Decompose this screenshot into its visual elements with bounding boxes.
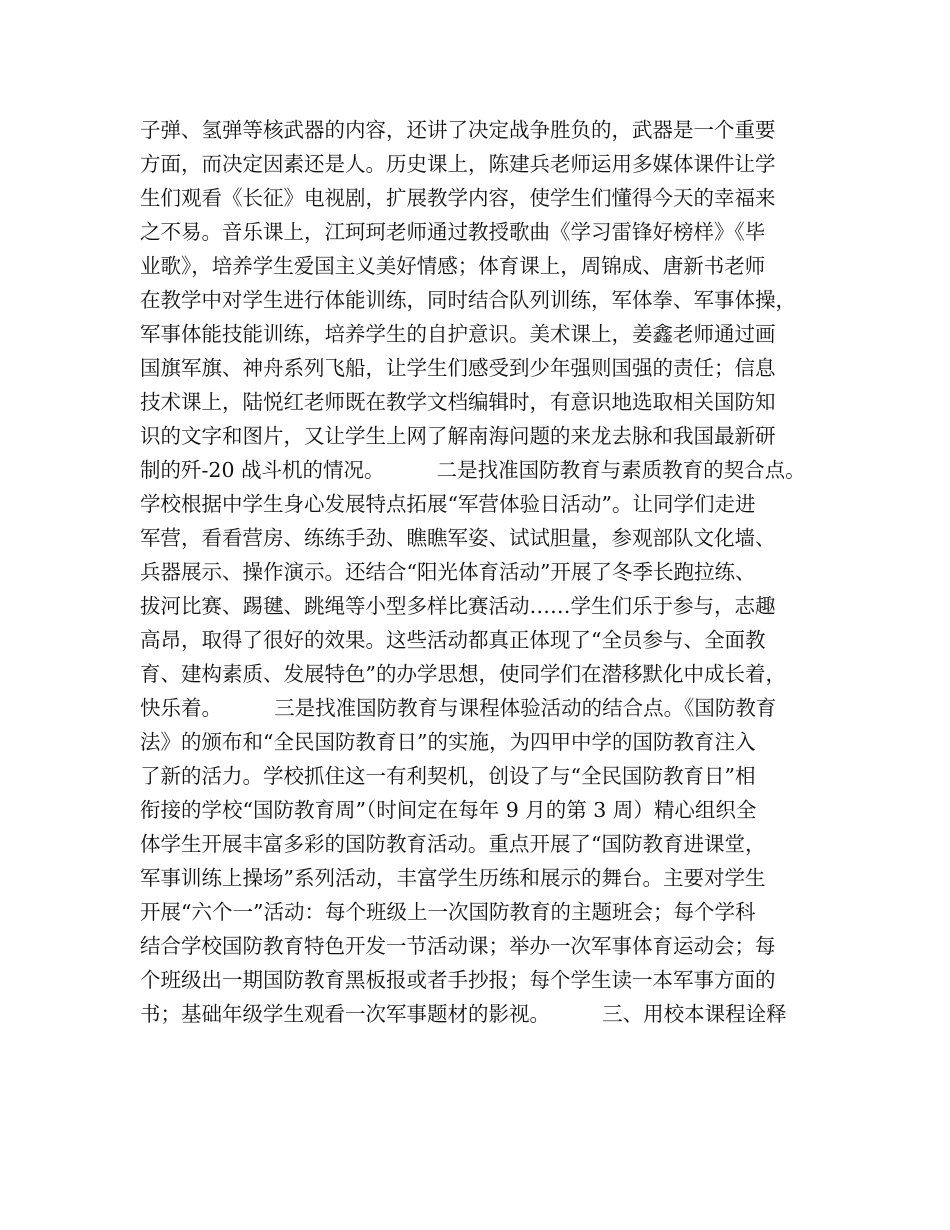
text-line: 子弹、氢弹等核武器的内容，还讲了决定战争胜负的，武器是一个重要: [140, 118, 776, 142]
text-line: 之不易。音乐课上，江珂珂老师通过教授歌曲《学习雷锋好榜样》《毕: [140, 220, 766, 244]
text-line: 技术课上，陆悦红老师既在教学文档编辑时，有意识地选取相关国防知: [140, 390, 776, 414]
text-line: 军事体能技能训练，培养学生的自护意识。美术课上，姜鑫老师通过画: [140, 322, 776, 346]
text-line: 军营，看看营房、练练手劲、瞧瞧军姿、试试胆量，参观部队文化墙、: [140, 526, 776, 550]
text-line: 高昂，取得了很好的效果。这些活动都真正体现了“全员参与、全面教: [140, 628, 766, 652]
text-line: 方面，而决定因素还是人。历史课上，陈建兵老师运用多媒体课件让学: [140, 152, 776, 176]
text-line: 育、建构素质、发展特色”的办学思想，使同学们在潜移默化中成长着，: [140, 662, 786, 686]
text-line: 法》的颁布和“全民国防教育日”的实施，为四甲中学的国防教育注入: [140, 730, 756, 754]
text-line: 开展“六个一”活动：每个班级上一次国防教育的主题班会；每个学科: [140, 900, 756, 924]
text-line: 学校根据中学生身心发展特点拓展“军营体验日活动”。让同学们走进: [140, 492, 756, 516]
text-line: 个班级出一期国防教育黑板报或者手抄报；每个学生读一本军事方面的: [140, 968, 776, 992]
text-line: 体学生开展丰富多彩的国防教育活动。重点开展了“国防教育进课堂，: [140, 832, 766, 856]
text-line: 生们观看《长征》电视剧，扩展教学内容，使学生们懂得今天的幸福来: [140, 186, 776, 210]
text-line: 制的歼-20 战斗机的情况。 二是找准国防教育与素质教育的契合点。: [140, 458, 806, 482]
text-line: 在教学中对学生进行体能训练，同时结合队列训练，军体拳、军事体操，: [140, 288, 796, 312]
text-line: 结合学校国防教育特色开发一节活动课；举办一次军事体育运动会；每: [140, 934, 776, 958]
text-line: 快乐着。 三是找准国防教育与课程体验活动的结合点。《国防教育: [140, 696, 777, 720]
text-line: 国旗军旗、神舟系列飞船，让学生们感受到少年强则国强的责任；信息: [140, 356, 776, 380]
body-text: [140, 113, 840, 1031]
text-line: 衔接的学校“国防教育周”（时间定在每年 9 月的第 3 周）精心组织全: [140, 798, 757, 822]
text-line: 拔河比赛、踢毽、跳绳等小型多样比赛活动……学生们乐于参与，志趣: [140, 594, 776, 618]
text-line: 书；基础年级学生观看一次军事题材的影视。 三、用校本课程诠释: [140, 1002, 787, 1026]
text-line: 识的文字和图片，又让学生上网了解南海问题的来龙去脉和我国最新研: [140, 424, 776, 448]
text-line: 业歌》，培养学生爱国主义美好情感；体育课上，周锦成、唐新书老师: [140, 254, 766, 278]
text-line: 军事训练上操场”系列活动，丰富学生历练和展示的舞台。主要对学生: [140, 866, 766, 890]
text-line: 了新的活力。学校抓住这一有利契机，创设了与“全民国防教育日”相: [140, 764, 756, 788]
text-line: 兵器展示、操作演示。还结合“阳光体育活动”开展了冬季长跑拉练、: [140, 560, 756, 584]
